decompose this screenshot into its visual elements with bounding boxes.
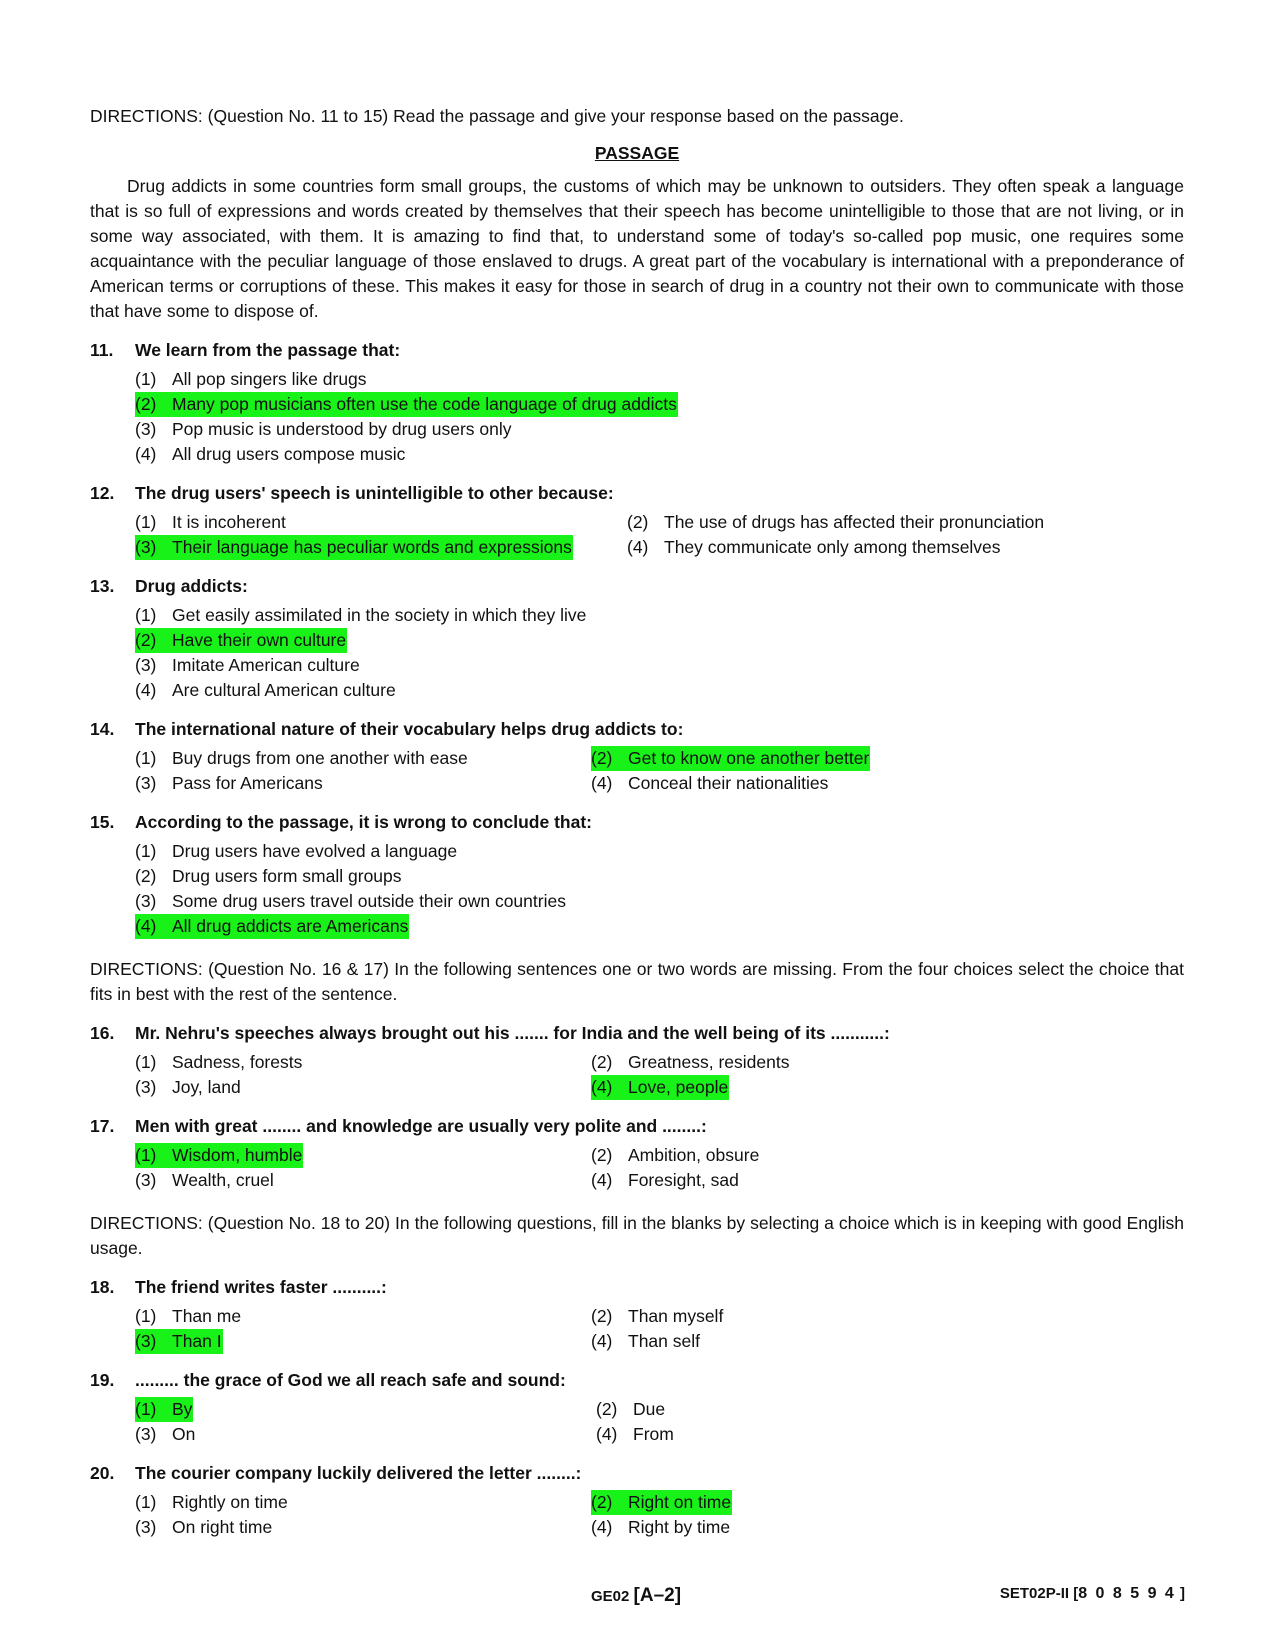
option-3[interactable] — [135, 1329, 591, 1354]
options-list — [135, 1397, 1184, 1447]
option-number: (1) — [135, 1306, 157, 1326]
option-content — [627, 510, 1045, 535]
option-number: (3) — [135, 655, 157, 675]
option-number: (3) — [135, 1331, 157, 1351]
highlighted-answer — [135, 914, 409, 939]
option-number: (4) — [591, 1077, 613, 1097]
option-text: Their language has peculiar words and expressions — [172, 537, 572, 557]
question-stem — [90, 1114, 1184, 1139]
option-text: Pop music is understood by drug users only — [172, 419, 512, 439]
option-2[interactable] — [135, 392, 1184, 417]
question-text: The drug users' speech is unintelligible to other because: — [135, 483, 614, 503]
highlighted-answer — [591, 1075, 729, 1100]
question-number: 16. — [90, 1023, 115, 1043]
option-number: (4) — [591, 1170, 613, 1190]
option-number: (2) — [596, 1399, 618, 1419]
option-content — [135, 417, 512, 442]
question-20 — [90, 1461, 1184, 1540]
option-text: Drug users form small groups — [172, 866, 402, 886]
option-4[interactable] — [135, 442, 1184, 467]
option-number: (2) — [591, 748, 613, 768]
option-text: Greatness, residents — [628, 1052, 790, 1072]
question-number: 18. — [90, 1277, 115, 1297]
option-text: Than me — [172, 1306, 242, 1326]
option-text: Sadness, forests — [172, 1052, 303, 1072]
question-text: The courier company luckily delivered the letter ........: — [135, 1463, 582, 1483]
option-number: (3) — [135, 537, 157, 557]
question-text: The friend writes faster ..........: — [135, 1277, 387, 1297]
option-3[interactable] — [135, 535, 627, 560]
option-number: (4) — [596, 1424, 618, 1444]
option-2[interactable] — [135, 628, 1184, 653]
option-text: Are cultural American culture — [172, 680, 396, 700]
highlighted-answer — [135, 1397, 193, 1422]
option-content — [591, 1050, 790, 1075]
option-content — [135, 1490, 289, 1515]
option-number: (3) — [135, 1170, 157, 1190]
highlighted-answer — [591, 746, 870, 771]
question-text: According to the passage, it is wrong to conclude that: — [135, 812, 592, 832]
option-text: Than myself — [628, 1306, 724, 1326]
option-text: Imitate American culture — [172, 655, 360, 675]
highlighted-answer — [135, 628, 347, 653]
option-text: They communicate only among themselves — [664, 537, 1001, 557]
option-text: On right time — [172, 1517, 273, 1537]
option-text: Ambition, obsure — [628, 1145, 760, 1165]
set-close: ] — [1175, 1585, 1185, 1602]
option-content — [135, 603, 587, 628]
page-number — [591, 1585, 681, 1607]
option-text: Than self — [628, 1331, 700, 1351]
option-content — [135, 1075, 242, 1100]
option-number: (2) — [591, 1492, 613, 1512]
option-number: (2) — [591, 1145, 613, 1165]
option-content — [591, 1143, 760, 1168]
option-number: (3) — [135, 1077, 157, 1097]
directions-text: DIRECTIONS: (Question No. 16 & 17) In the following sentences one or two words are missing. From the four choices select the choice that fits in best with the rest of the sentence. — [90, 959, 1184, 1004]
option-4[interactable] — [591, 1515, 1184, 1540]
option-1[interactable] — [135, 1397, 596, 1422]
question-stem — [90, 1461, 1184, 1486]
question-number: 11. — [90, 340, 114, 360]
option-1[interactable] — [135, 603, 1184, 628]
option-content — [135, 1515, 273, 1540]
option-text: On — [172, 1424, 196, 1444]
option-content — [135, 653, 361, 678]
option-3[interactable] — [135, 1515, 591, 1540]
question-17 — [90, 1114, 1184, 1193]
option-3[interactable] — [135, 1168, 591, 1193]
option-1[interactable] — [135, 367, 1184, 392]
option-text: Conceal their nationalities — [628, 773, 829, 793]
question-text: Men with great ........ and knowledge are usually very polite and ........: — [135, 1116, 707, 1136]
option-content — [135, 771, 324, 796]
option-2[interactable] — [591, 1304, 1184, 1329]
option-3[interactable] — [135, 653, 1184, 678]
option-number: (1) — [135, 1052, 157, 1072]
option-content — [135, 678, 397, 703]
option-4[interactable] — [596, 1422, 1184, 1447]
directions-text: DIRECTIONS: (Question No. 11 to 15) Read the passage and give your response based on the passage. — [90, 106, 904, 126]
option-content — [591, 1329, 701, 1354]
option-text: Buy drugs from one another with ease — [172, 748, 468, 768]
page-footer — [0, 1585, 1275, 1615]
option-4[interactable] — [627, 535, 1184, 560]
question-number: 19. — [90, 1370, 115, 1390]
question-19 — [90, 1368, 1184, 1447]
option-text: The use of drugs has affected their pronunciation — [664, 512, 1045, 532]
option-text: All drug users compose music — [172, 444, 406, 464]
option-number: (1) — [135, 605, 157, 625]
option-content — [596, 1397, 666, 1422]
question-number: 15. — [90, 812, 115, 832]
option-content — [135, 746, 469, 771]
option-3[interactable] — [135, 417, 1184, 442]
option-text: Have their own culture — [172, 630, 347, 650]
question-text: ......... the grace of God we all reach safe and sound: — [135, 1370, 566, 1390]
directions-text: DIRECTIONS: (Question No. 18 to 20) In the following questions, fill in the blanks by selecting a choice which is in keeping with good English usage. — [90, 1213, 1184, 1258]
question-stem — [90, 1368, 1184, 1393]
option-content — [596, 1422, 675, 1447]
option-number: (2) — [591, 1052, 613, 1072]
option-text: Love, people — [628, 1077, 729, 1097]
option-content — [591, 1168, 740, 1193]
question-stem — [90, 481, 1184, 506]
option-content — [135, 1422, 196, 1447]
question-13 — [90, 574, 1184, 703]
options-list — [135, 1304, 1184, 1354]
option-1[interactable] — [135, 1143, 591, 1168]
option-text: Rightly on time — [172, 1492, 288, 1512]
question-12 — [90, 481, 1184, 560]
option-text: Foresight, sad — [628, 1170, 739, 1190]
option-text: Joy, land — [172, 1077, 241, 1097]
option-number: (2) — [591, 1306, 613, 1326]
question-number: 13. — [90, 576, 115, 596]
option-number: (4) — [591, 1517, 613, 1537]
question-14 — [90, 717, 1184, 796]
option-number: (1) — [135, 841, 157, 861]
option-text: Due — [633, 1399, 666, 1419]
options-list — [135, 746, 1184, 796]
question-stem — [90, 574, 1184, 599]
option-content — [135, 510, 287, 535]
options-list — [135, 603, 1184, 703]
option-content — [135, 1304, 242, 1329]
option-1[interactable] — [135, 1050, 591, 1075]
option-content — [591, 1515, 731, 1540]
option-1[interactable] — [135, 839, 1184, 864]
question-number: 14. — [90, 719, 115, 739]
option-4[interactable] — [591, 1168, 1184, 1193]
questions-list — [90, 338, 1184, 1540]
option-number: (2) — [135, 394, 157, 414]
option-content — [135, 367, 368, 392]
option-number: (1) — [135, 748, 157, 768]
option-1[interactable] — [135, 746, 591, 771]
option-number: (4) — [627, 537, 649, 557]
option-text: Than I — [172, 1331, 222, 1351]
question-stem — [90, 1275, 1184, 1300]
question-number: 20. — [90, 1463, 115, 1483]
highlighted-answer — [135, 1329, 223, 1354]
set-code — [1000, 1585, 1185, 1603]
option-text: Right by time — [628, 1517, 731, 1537]
option-4[interactable] — [591, 1075, 1184, 1100]
question-stem — [90, 1021, 1184, 1046]
option-number: (3) — [135, 773, 157, 793]
option-content — [627, 535, 1002, 560]
option-content — [135, 839, 458, 864]
question-16 — [90, 1021, 1184, 1100]
option-number: (3) — [135, 1517, 157, 1537]
highlighted-answer — [135, 535, 573, 560]
paper-code: GE02 — [591, 1588, 630, 1605]
option-2[interactable] — [591, 1050, 1184, 1075]
question-15 — [90, 810, 1184, 939]
option-number: (2) — [627, 512, 649, 532]
option-number: (4) — [135, 444, 157, 464]
passage-text: Drug addicts in some countries form small groups, the customs of which may be unknown to outsiders. They often speak a language that is so full of expressions and words created by themselves that their speech has become unintelligible to those that are not living, or in some way associated, with them. It is amazing to find that, to understand some of today's so-called pop music, one requires some acquaintance with the peculiar language of those enslaved to drugs. A great part of the vocabulary is international with a preponderance of American terms or corruptions of these. This makes it easy for those in search of drug in a country not their own to communicate with those that have some to dispose of. — [90, 176, 1184, 321]
option-number: (2) — [135, 630, 157, 650]
options-list — [135, 510, 1184, 560]
option-3[interactable] — [135, 771, 591, 796]
option-number: (3) — [135, 891, 157, 911]
option-text: By — [172, 1399, 193, 1419]
option-text: Some drug users travel outside their own countries — [172, 891, 566, 911]
question-text: Drug addicts: — [135, 576, 248, 596]
question-text: Mr. Nehru's speeches always brought out his ....... for India and the well being of its ...........: — [135, 1023, 890, 1043]
highlighted-answer — [135, 1143, 303, 1168]
option-text: Get easily assimilated in the society in which they live — [172, 605, 587, 625]
option-number: (3) — [135, 419, 157, 439]
option-number: (2) — [135, 866, 157, 886]
option-text: Drug users have evolved a language — [172, 841, 458, 861]
option-number: (1) — [135, 1399, 157, 1419]
question-11 — [90, 338, 1184, 467]
option-4[interactable] — [591, 771, 1184, 796]
option-text: Right on time — [628, 1492, 732, 1512]
question-number: 17. — [90, 1116, 115, 1136]
question-stem — [90, 717, 1184, 742]
option-1[interactable] — [135, 1490, 591, 1515]
highlighted-answer — [135, 392, 678, 417]
option-3[interactable] — [135, 1075, 591, 1100]
option-number: (4) — [135, 916, 157, 936]
option-1[interactable] — [135, 1304, 591, 1329]
option-text: From — [633, 1424, 674, 1444]
option-1[interactable] — [135, 510, 627, 535]
option-text: All drug addicts are Americans — [172, 916, 409, 936]
option-content — [135, 889, 567, 914]
set-label: SET02P-II [ — [999, 1585, 1079, 1602]
option-content — [135, 1168, 275, 1193]
options-list — [135, 1050, 1184, 1100]
question-text: The international nature of their vocabulary helps drug addicts to: — [135, 719, 684, 739]
option-2[interactable] — [596, 1397, 1184, 1422]
option-number: (1) — [135, 512, 157, 532]
option-4[interactable] — [135, 914, 1184, 939]
option-text: Get to know one another better — [628, 748, 870, 768]
option-text: Wealth, cruel — [172, 1170, 274, 1190]
option-content — [135, 864, 403, 889]
option-2[interactable] — [627, 510, 1184, 535]
option-2[interactable] — [591, 1143, 1184, 1168]
options-list — [135, 1490, 1184, 1540]
options-list — [135, 367, 1184, 467]
question-stem — [90, 810, 1184, 835]
question-18 — [90, 1275, 1184, 1354]
option-number: (4) — [591, 1331, 613, 1351]
option-number: (3) — [135, 1424, 157, 1444]
option-text: Wisdom, humble — [172, 1145, 303, 1165]
passage-title: PASSAGE — [594, 143, 680, 163]
option-number: (1) — [135, 1145, 157, 1165]
page-label: [A–2] — [633, 1585, 682, 1606]
option-3[interactable] — [135, 889, 1184, 914]
option-number: (4) — [135, 680, 157, 700]
option-text: Pass for Americans — [172, 773, 323, 793]
option-3[interactable] — [135, 1422, 596, 1447]
option-2[interactable] — [591, 746, 1184, 771]
options-list — [135, 1143, 1184, 1193]
option-content — [135, 442, 406, 467]
option-2[interactable] — [135, 864, 1184, 889]
question-stem — [90, 338, 1184, 363]
option-4[interactable] — [591, 1329, 1184, 1354]
option-number: (1) — [135, 1492, 157, 1512]
question-number: 12. — [90, 483, 115, 503]
set-number: 8 0 8 5 9 4 — [1078, 1585, 1176, 1602]
question-text: We learn from the passage that: — [135, 340, 401, 360]
option-number: (1) — [135, 369, 157, 389]
option-4[interactable] — [135, 678, 1184, 703]
option-text: It is incoherent — [172, 512, 286, 532]
options-list — [135, 839, 1184, 939]
option-content — [591, 1304, 724, 1329]
option-2[interactable] — [591, 1490, 1184, 1515]
exam-page — [90, 104, 1184, 1540]
option-text: Many pop musicians often use the code language of drug addicts — [172, 394, 677, 414]
option-number: (4) — [591, 773, 613, 793]
option-content — [135, 1050, 303, 1075]
highlighted-answer — [591, 1490, 732, 1515]
option-text: All pop singers like drugs — [172, 369, 367, 389]
option-content — [591, 771, 829, 796]
